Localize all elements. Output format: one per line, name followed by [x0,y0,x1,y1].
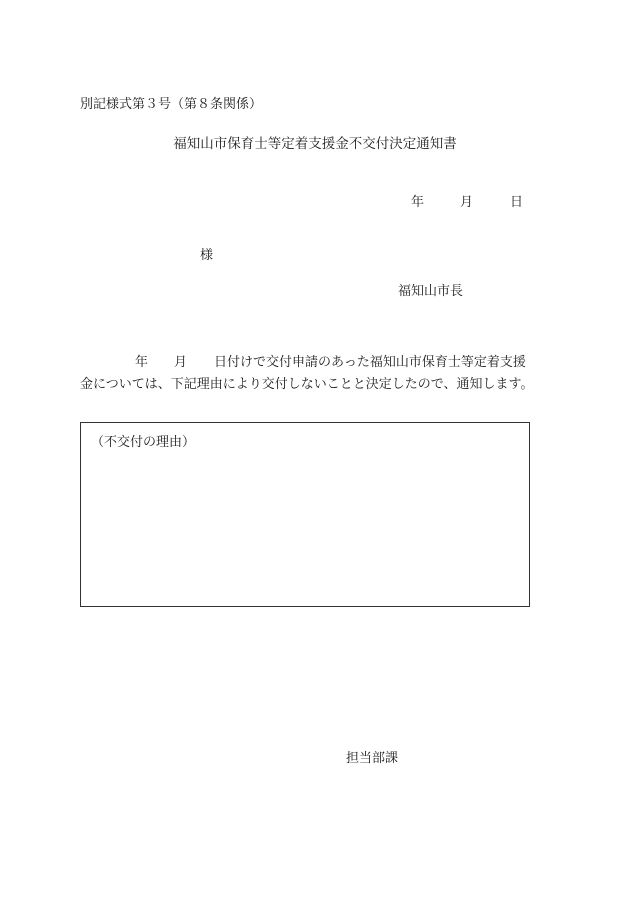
issuer-name: 福知山市長 [398,284,464,299]
addressee-suffix: 様 [200,248,214,263]
reason-label: （不交付の理由） [91,435,196,450]
body-line-1-text: 日付けで交付申請のあった福知山市保育士等定着支援 [214,355,526,370]
department-label: 担当部課 [346,751,399,766]
body-line-2: 金については、下記理由により交付しないことと決定したので、通知します。 [80,377,534,392]
body-year-label: 年 [135,355,149,370]
document-title: 福知山市保育士等定着支援金不交付決定通知書 [173,136,457,152]
date-year-label: 年 [411,195,425,210]
date-month-label: 月 [460,195,474,210]
form-number: 別記様式第３号（第８条関係） [80,97,263,112]
body-line-1 [80,352,550,374]
body-month-label: 月 [174,355,188,370]
notification-body [80,352,550,396]
date-day-label: 日 [510,195,524,210]
reason-box [80,422,530,607]
